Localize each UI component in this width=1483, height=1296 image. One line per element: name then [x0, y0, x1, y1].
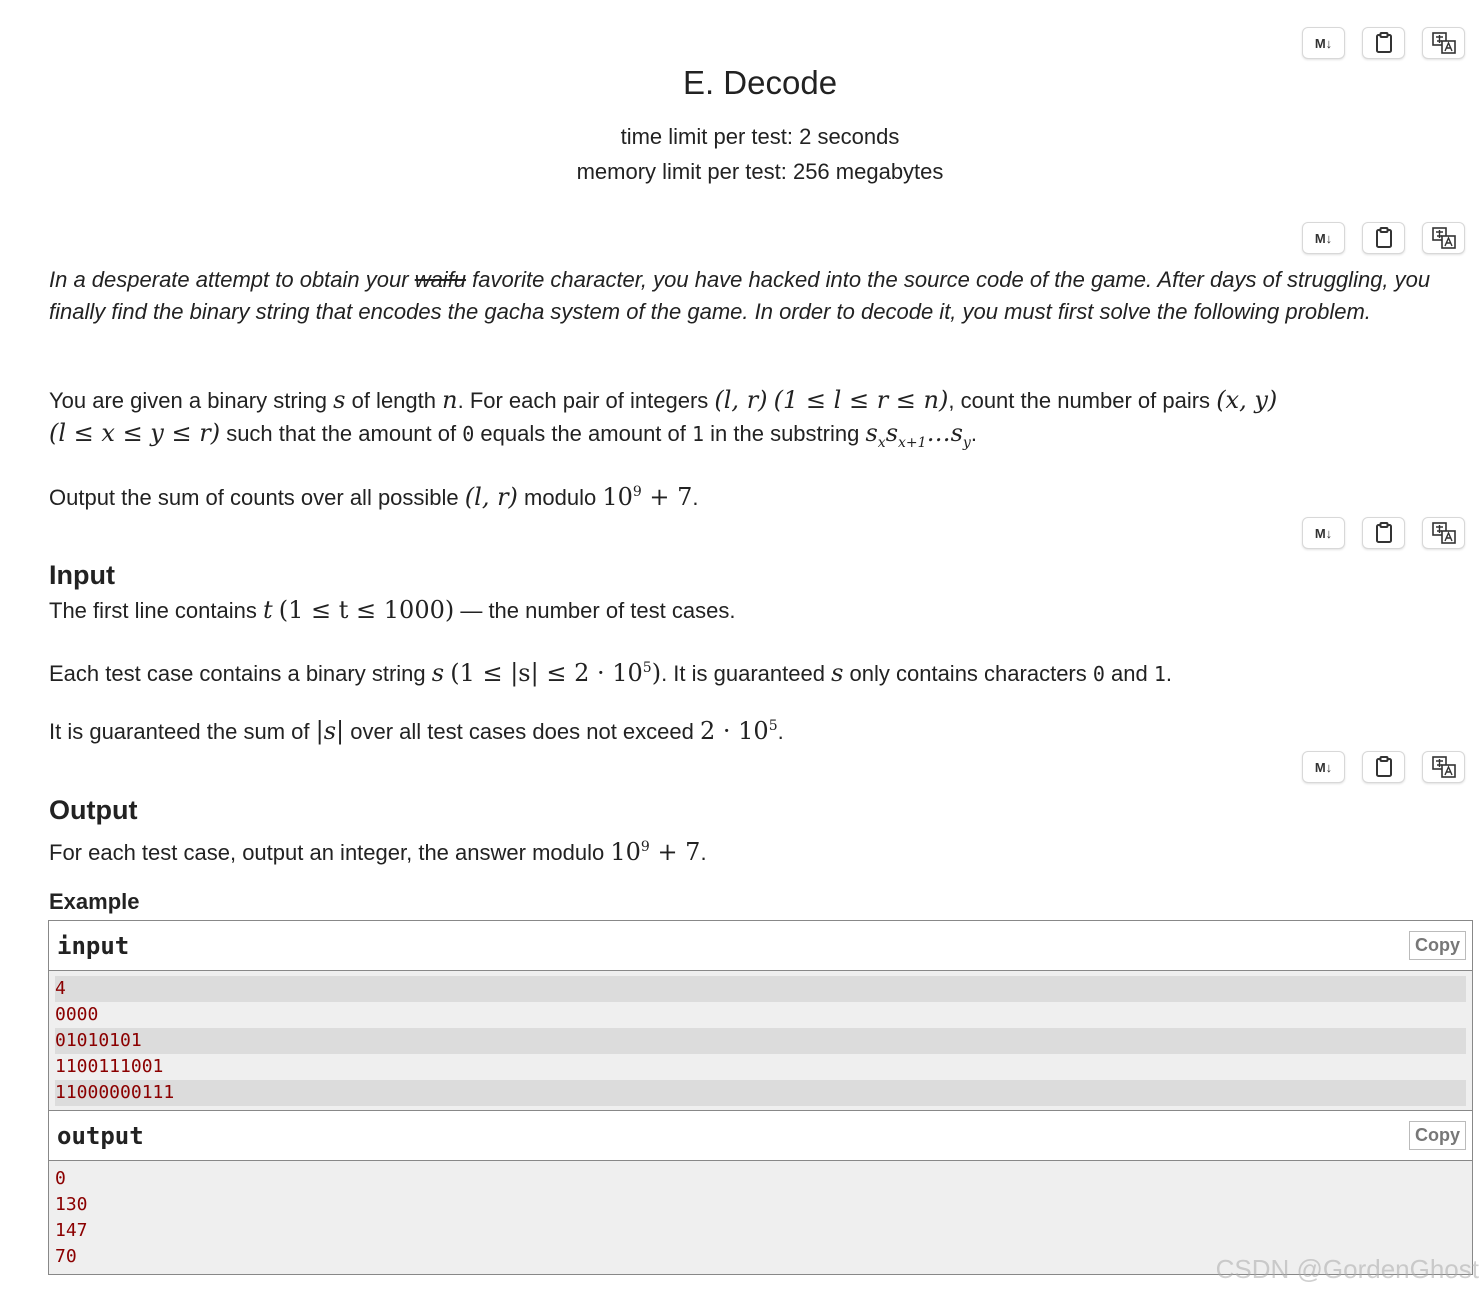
math-condition: (1 ≤ l ≤ r ≤ n)	[773, 386, 949, 414]
math-condition: (1 ≤ t ≤ 1000)	[278, 596, 455, 624]
copy-output-button[interactable]: Copy	[1409, 1121, 1466, 1150]
math-s: s	[831, 659, 844, 687]
math-s: s	[431, 659, 445, 687]
text: For each test case, output an integer, the answer modulo	[49, 840, 611, 865]
input-line-3	[49, 710, 1459, 748]
clipboard-icon	[1375, 522, 1393, 544]
text: It is guaranteed the sum of	[49, 719, 316, 744]
text: You are given a binary string	[49, 388, 334, 413]
legend-output-statement	[49, 476, 1459, 514]
math-condition-text: (1 ≤ |s| ≤ 2 · 10	[450, 659, 643, 687]
legend-statement	[49, 384, 1459, 459]
example-input-label: input	[57, 931, 130, 960]
math-lr: (l, r)	[464, 483, 518, 511]
text: equals the amount of	[474, 421, 692, 446]
example-output-box	[48, 1110, 1473, 1275]
math-exponent: 5	[768, 718, 778, 734]
watermark: CSDN @GordenGhost	[1215, 1254, 1479, 1284]
problem-title: E. Decode	[682, 64, 838, 101]
clipboard-icon	[1375, 227, 1393, 249]
text: .	[1165, 661, 1173, 686]
input-line: 01010101	[55, 1028, 1466, 1054]
math-modulus	[602, 483, 692, 511]
input-line: 11000000111	[55, 1080, 1466, 1106]
input-line: 0000	[55, 1004, 99, 1025]
markdown-button[interactable]	[1302, 751, 1345, 783]
math-exponent: 5	[642, 660, 652, 676]
example-output-label: output	[57, 1121, 144, 1150]
math-s: s	[950, 419, 963, 447]
math-plus: + 7	[649, 838, 701, 866]
math-s: s	[333, 386, 346, 414]
copy-clipboard-button[interactable]	[1362, 517, 1405, 549]
math-bound	[700, 717, 778, 745]
memory-limit: memory limit per test: 256 megabytes	[576, 159, 944, 184]
code-one: 1	[691, 422, 705, 446]
input-section-title: Input	[49, 560, 115, 590]
input-line-2	[49, 652, 1459, 690]
math-dots: …	[926, 419, 951, 447]
example-input-body[interactable]	[49, 971, 1472, 1110]
input-toolbar	[1302, 517, 1465, 549]
markdown-icon: M↓	[1314, 35, 1333, 51]
translate-icon	[1432, 32, 1456, 54]
math-base: 10	[610, 838, 641, 866]
translate-icon	[1432, 522, 1456, 544]
markdown-button[interactable]	[1302, 27, 1345, 59]
translate-button[interactable]	[1422, 751, 1465, 783]
text: of length	[345, 388, 443, 413]
text: . It is guaranteed	[661, 661, 832, 686]
output-line: 147	[55, 1220, 88, 1241]
translate-icon	[1432, 227, 1456, 249]
text: over all test cases does not exceed	[344, 719, 700, 744]
text: in the substring	[704, 421, 866, 446]
input-line: 4	[55, 976, 1466, 1002]
legend-toolbar	[1302, 222, 1465, 254]
text: .	[970, 421, 977, 446]
math-base: 10	[602, 483, 633, 511]
math-base: 2 · 10	[699, 717, 769, 745]
legend-text: In a desperate attempt to obtain your	[49, 267, 415, 292]
code-zero: 0	[1092, 662, 1105, 686]
text: — the number of test cases.	[454, 598, 736, 623]
markdown-button[interactable]	[1302, 222, 1345, 254]
clipboard-icon	[1375, 32, 1393, 54]
text: .	[777, 719, 784, 744]
text: Output the sum of counts over all possible	[49, 485, 465, 510]
output-line: 0	[55, 1168, 66, 1189]
math-condition	[450, 659, 661, 687]
math-lr: (l, r)	[714, 386, 768, 414]
copy-clipboard-button[interactable]	[1362, 27, 1405, 59]
legend-text: favorite character, you have hacked into the source code of the game. After days of struggling, you finally find the binary string that encodes the gacha system of the game. In order to decode it, you must first solve the following problem.	[49, 267, 1431, 324]
text: . For each pair of integers	[457, 388, 715, 413]
input-line: 1100111001	[55, 1056, 164, 1077]
translate-button[interactable]	[1422, 222, 1465, 254]
math-modulus	[610, 838, 700, 866]
math-n: n	[442, 386, 458, 414]
markdown-button[interactable]	[1302, 517, 1345, 549]
output-section-title: Output	[49, 795, 138, 825]
math-subscript: y	[962, 434, 971, 451]
math-s: s	[865, 419, 878, 447]
text: .	[692, 485, 699, 510]
text: such that the amount of	[220, 421, 463, 446]
text: , count the number of pairs	[948, 388, 1217, 413]
example-output-header	[49, 1111, 1472, 1161]
math-substring	[865, 419, 971, 451]
markdown-icon: M↓	[1314, 230, 1333, 246]
input-line-1	[49, 594, 1459, 627]
copy-input-button[interactable]: Copy	[1409, 931, 1466, 960]
text: and	[1104, 661, 1154, 686]
code-zero: 0	[462, 422, 475, 446]
copy-clipboard-button[interactable]	[1362, 751, 1405, 783]
text: only contains characters	[843, 661, 1093, 686]
output-line: 130	[55, 1194, 88, 1215]
clipboard-icon	[1375, 756, 1393, 778]
text: The first line contains	[49, 598, 263, 623]
text: .	[700, 840, 707, 865]
math-condition: (l ≤ x ≤ y ≤ r)	[49, 419, 221, 447]
markdown-icon: M↓	[1314, 759, 1333, 775]
text: modulo	[517, 485, 603, 510]
translate-icon	[1432, 756, 1456, 778]
example-input-header	[49, 921, 1472, 971]
math-exponent: 9	[640, 839, 650, 855]
math-plus: + 7	[641, 483, 693, 511]
code-one: 1	[1153, 662, 1166, 686]
example-input-box	[48, 920, 1473, 1111]
markdown-icon: M↓	[1314, 525, 1333, 541]
math-exponent: 9	[632, 484, 642, 500]
math-s: s	[885, 419, 899, 447]
header-toolbar	[1302, 27, 1465, 59]
math-paren: )	[651, 659, 662, 687]
output-toolbar	[1302, 751, 1465, 783]
translate-button[interactable]	[1422, 517, 1465, 549]
translate-button[interactable]	[1422, 27, 1465, 59]
struck-text: waifu	[414, 267, 467, 292]
math-subscript: x	[877, 434, 886, 451]
text: Each test case contains a binary string	[49, 661, 432, 686]
output-line-1	[49, 831, 1459, 869]
math-subscript: x+1	[898, 434, 927, 451]
math-abs-s: |s|	[315, 717, 345, 745]
copy-clipboard-button[interactable]	[1362, 222, 1405, 254]
legend-story	[49, 264, 1459, 328]
time-limit: time limit per test: 2 seconds	[620, 124, 900, 149]
math-t: t	[262, 596, 273, 624]
math-xy: (x, y)	[1216, 386, 1278, 414]
output-line: 70	[55, 1246, 77, 1267]
example-title: Example	[49, 889, 140, 914]
